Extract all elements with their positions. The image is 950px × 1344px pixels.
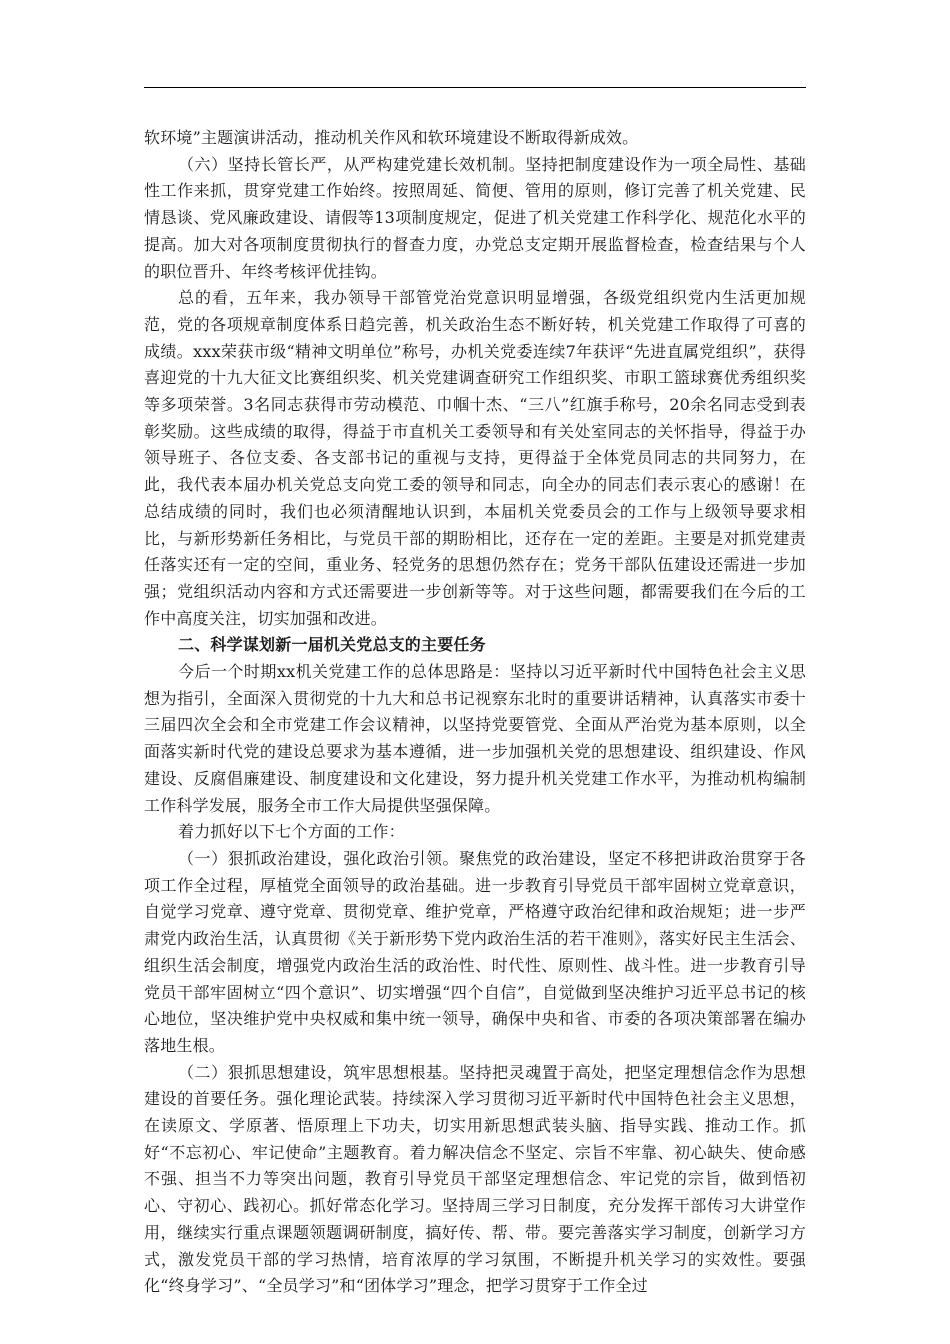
document-body	[144, 125, 806, 1300]
header-rule	[144, 87, 806, 88]
paragraph-seven-aspects: 着力抓好以下七个方面的工作：	[178, 822, 405, 842]
paragraph-continuation: 软环境”主题演讲活动，推动机关作风和软环境建设不断取得新成效。	[144, 128, 639, 147]
paragraph-item-six: （六）坚持长管长严，从严构建党建长效机制。坚持把制度建设作为一项全局性、基础性工作来抓，贯穿党建工作始终。按照周延、简便、管用的原则，修订完善了机关党建、民情恳谈、党风廉政建设、请假等13项制度规定，促进了机关党建工作科学化、规范化水平的提高。加大对各项制度贯彻执行的督查力度，办党总支定期开展监督检查，检查结果与个人的职位晋升、年终考核评优挂钩。	[144, 154, 806, 281]
section-heading-two: 二、科学谋划新一届机关党总支的主要任务	[178, 635, 486, 655]
paragraph-summary: 总的看，五年来，我办领导干部管党治党意识明显增强，各级党组织党内生活更加规范，党的各项规章制度体系日趋完善，机关政治生态不断好转，机关党建工作取得了可喜的成绩。xxx荣获市级“精神文明单位”称号，办机关党委连续7年获评“先进直属党组织”，获得喜迎党的十九大征文比赛组织奖、机关党建调查研究工作组织奖、市职工篮球赛优秀组织奖等多项荣誉。3名同志获得市劳动模范、巾帼十杰、“三八”红旗手称号，20余名同志受到表彰奖励。这些成绩的取得，得益于市直机关工委领导和有关处室同志的关怀指导，得益于办领导班子、各位支委、各支部书记的重视与支持，更得益于全体党员同志的共同努力，在此，我代表本届办机关党总支向党工委的领导和同志，向全办的同志们表示衷心的感谢！在总结成绩的同时，我们也必须清醒地认识到，本届机关党委员会的工作与上级领导要求相比，与新形势新任务相比，与党员干部的期盼相比，还存在一定的差距。主要是对抓党建责任落实还有一定的空间，重业务、轻党务的思想仍然存在；党务干部队伍建设还需进一步加强；党组织活动内容和方式还需要进一步创新等等。对于这些问题，都需要我们在今后的工作中高度关注，切实加强和改进。	[144, 288, 806, 628]
paragraph-general-idea: 今后一个时期xx机关党建工作的总体思路是：坚持以习近平新时代中国特色社会主义思想为指引，全面深入贯彻党的十九大和总书记视察东北时的重要讲话精神，认真落实市委十三届四次全会和全市党建工作会议精神，以坚持党要管党、全面从严治党为基本原则，以全面落实新时代党的建设总要求为基本遵循，进一步加强机关党的思想建设、组织建设、作风建设、反腐倡廉建设、制度建设和文化建设，努力提升机关党建工作水平，为推动机构编制工作科学发展，服务全市工作大局提供坚强保障。	[144, 662, 806, 815]
paragraph-item-one: （一）狠抓政治建设，强化政治引领。聚焦党的政治建设，坚定不移把讲政治贯穿于各项工作全过程，厚植党全面领导的政治基础。进一步教育引导党员干部牢固树立党章意识，自觉学习党章、遵守党章、贯彻党章、维护党章，严格遵守政治纪律和政治规矩；进一步严肃党内政治生活，认真贯彻《关于新形势下党内政治生活的若干准则》，落实好民主生活会、组织生活会制度，增强党内政治生活的政治性、时代性、原则性、战斗性。进一步教育引导党员干部牢固树立“四个意识”、切实增强“四个自信”，自觉做到坚决维护习近平总书记的核心地位，坚决维护党中央权威和集中统一领导，确保中央和省、市委的各项决策部署在编办落地生根。	[144, 848, 806, 1055]
paragraph-item-two: （二）狠抓思想建设，筑牢思想根基。坚持把灵魂置于高处，把坚定理想信念作为思想建设的首要任务。强化理论武装。持续深入学习贯彻习近平新时代中国特色社会主义思想，在读原文、学原著、悟原理上下功夫，切实用新思想武装头脑、指导实践、推动工作。抓好“不忘初心、牢记使命”主题教育。着力解决信念不坚定、宗旨不牢靠、初心缺失、使命感不强、担当不力等突出问题，教育引导党员干部坚定理想信念、牢记党的宗旨，做到悟初心、守初心、践初心。抓好常态化学习。坚持周三学习日制度，充分发挥干部传习大讲堂作用，继续实行重点课题领题调研制度，搞好传、帮、带。要完善落实学习制度，创新学习方式，激发党员干部的学习热情，培育浓厚的学习氛围，不断提升机关学习的实效性。要强化“终身学习”、“全员学习”和“团体学习”理念，把学习贯穿于工作全过	[144, 1062, 806, 1296]
